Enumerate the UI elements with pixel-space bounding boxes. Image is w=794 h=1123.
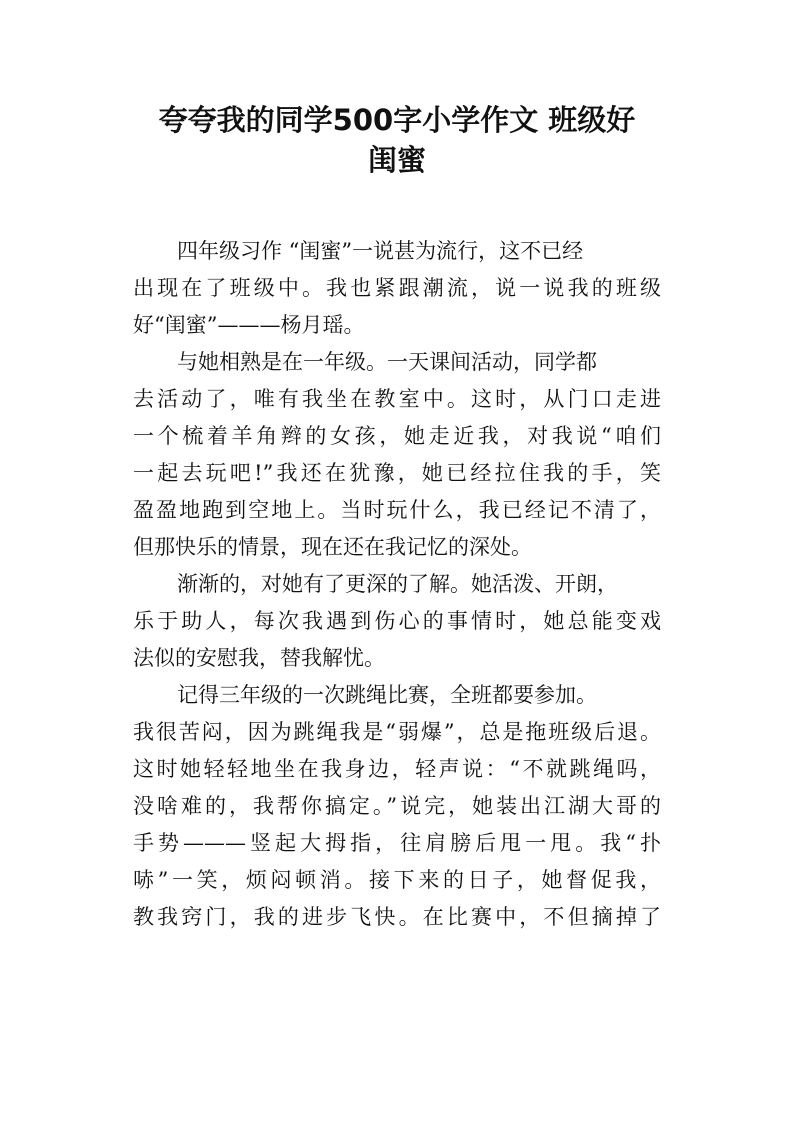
paragraph-line: 手势———竖起大拇指，往肩膀后甩一甩。我“扑 — [133, 831, 661, 855]
essay-body — [133, 233, 661, 936]
paragraph-line: 但那快乐的情景，现在还在我记忆的深处。 — [133, 535, 532, 559]
paragraph-line: 出现在了班级中。我也紧跟潮流，说一说我的班级 — [133, 276, 661, 300]
title-line: 闺蜜 — [367, 143, 426, 177]
paragraph-line: 教我窍门，我的进步飞快。在比赛中，不但摘掉了 — [133, 905, 661, 929]
paragraph-line: 记得三年级的一次跳绳比赛，全班都要参加。 — [177, 683, 597, 707]
document-title — [100, 100, 694, 180]
title-line: 夸夸我的同学500字小学作文 班级好 — [158, 103, 636, 137]
paragraph-line: 去活动了，唯有我坐在教室中。这时，从门口走进 — [133, 387, 661, 411]
paragraph-line: 渐渐的，对她有了更深的了解。她活泼、开朗， — [177, 572, 618, 596]
paragraph-line: 好“闺蜜”———杨月瑶。 — [133, 313, 365, 337]
paragraph-line: 乐于助人，每次我遇到伤心的事情时，她总能变戏 — [133, 609, 661, 633]
paragraph-line: 四年级习作 “闺蜜”一说甚为流行，这不已经 — [177, 239, 584, 263]
paragraph-line: 我很苦闷，因为跳绳我是“弱爆”，总是拖班级后退。 — [133, 720, 661, 744]
paragraph-line: 法似的安慰我，替我解忧。 — [133, 646, 385, 670]
paragraph-line: 哧”一笑，烦闷顿消。接下来的日子，她督促我， — [133, 868, 661, 892]
paragraph-line: 一个梳着羊角辫的女孩，她走近我，对我说“咱们 — [133, 424, 661, 448]
paragraph-line: 没啥难的，我帮你搞定。”说完，她装出江湖大哥的 — [133, 794, 661, 818]
paragraph-line: 盈盈地跑到空地上。当时玩什么，我已经记不清了， — [133, 498, 661, 522]
paragraph-line: 这时她轻轻地坐在我身边，轻声说：“不就跳绳吗， — [133, 757, 661, 781]
paragraph-line: 一起去玩吧!”我还在犹豫，她已经拉住我的手，笑 — [133, 461, 661, 485]
paragraph-line: 与她相熟是在一年级。一天课间活动，同学都 — [177, 350, 597, 374]
